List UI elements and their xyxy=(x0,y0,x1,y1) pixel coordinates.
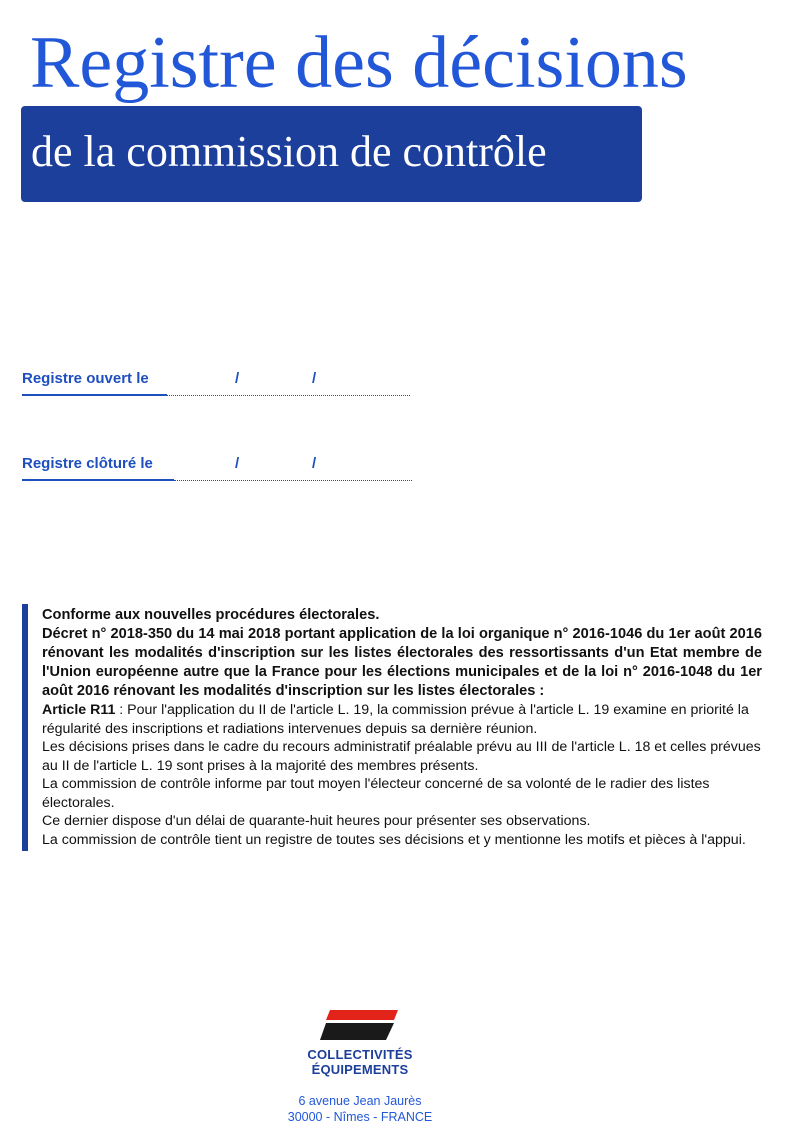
publisher-address xyxy=(240,1093,480,1125)
address-street: 6 avenue Jean Jaurès xyxy=(298,1094,422,1108)
publisher-name-line2: ÉQUIPEMENTS xyxy=(311,1062,409,1077)
article-text: : Pour l'application du II de l'article L. 19, la commission prévue à l'article L. 19 examine en priorité la régularité des inscriptions et radiations intervenues depuis sa dernière réunion. xyxy=(42,702,749,737)
date-dotted-line xyxy=(167,395,410,396)
date-slash: / xyxy=(235,455,240,472)
legal-notice xyxy=(22,604,762,851)
date-slash: / xyxy=(312,455,317,472)
page-subtitle: de la commission de contrôle xyxy=(31,126,547,176)
legal-paragraph: Les décisions prises dans le cadre du recours administratif préalable prévu au III de l'article L. 18 et celles prévues au II de l'article L. 19 sont prises à la majorité des membres présents. xyxy=(42,739,761,774)
date-slash: / xyxy=(235,370,240,387)
decree-text: Décret n° 2018-350 du 14 mai 2018 portant application de la loi organique n° 2016-1046 du 1er août 2016 rénovant les modalités d'inscription sur les listes électorales des ressortissants d'un Etat membre de l'Union européenne autre que la France pour les élections municipales et de la loi n° 2016-1048 du 1er août 2016 rénovant les modalités d'inscription sur les listes électorales : xyxy=(42,626,762,699)
article-r11 xyxy=(42,701,762,738)
legal-paragraph: La commission de contrôle tient un registre de toutes ses décisions et y mentionne les motifs et pièces à l'appui. xyxy=(42,831,746,848)
register-closed-field xyxy=(22,455,412,485)
page-title: Registre des décisions xyxy=(30,22,688,104)
legal-paragraph: Ce dernier dispose d'un délai de quarante-huit heures pour présenter ses observations. xyxy=(42,813,591,829)
label-underline xyxy=(22,479,174,481)
register-opened-label: Registre ouvert le xyxy=(22,370,149,387)
article-label: Article R11 xyxy=(42,702,116,718)
date-slash: / xyxy=(312,370,317,387)
date-dotted-line xyxy=(174,480,412,481)
legal-heading: Conforme aux nouvelles procédures électorales. xyxy=(42,607,380,623)
label-underline xyxy=(22,394,167,396)
register-opened-field xyxy=(22,370,410,400)
legal-paragraph: La commission de contrôle informe par tout moyen l'électeur concerné de sa volonté de le radier des listes électorales. xyxy=(42,776,710,811)
publisher-name xyxy=(300,1047,420,1077)
publisher-name-line1: COLLECTIVITÉS xyxy=(307,1047,413,1062)
logo-mark-icon xyxy=(320,1010,400,1042)
subtitle-banner xyxy=(21,106,642,202)
register-closed-label: Registre clôturé le xyxy=(22,455,153,472)
address-city: 30000 - Nîmes - FRANCE xyxy=(287,1110,433,1124)
